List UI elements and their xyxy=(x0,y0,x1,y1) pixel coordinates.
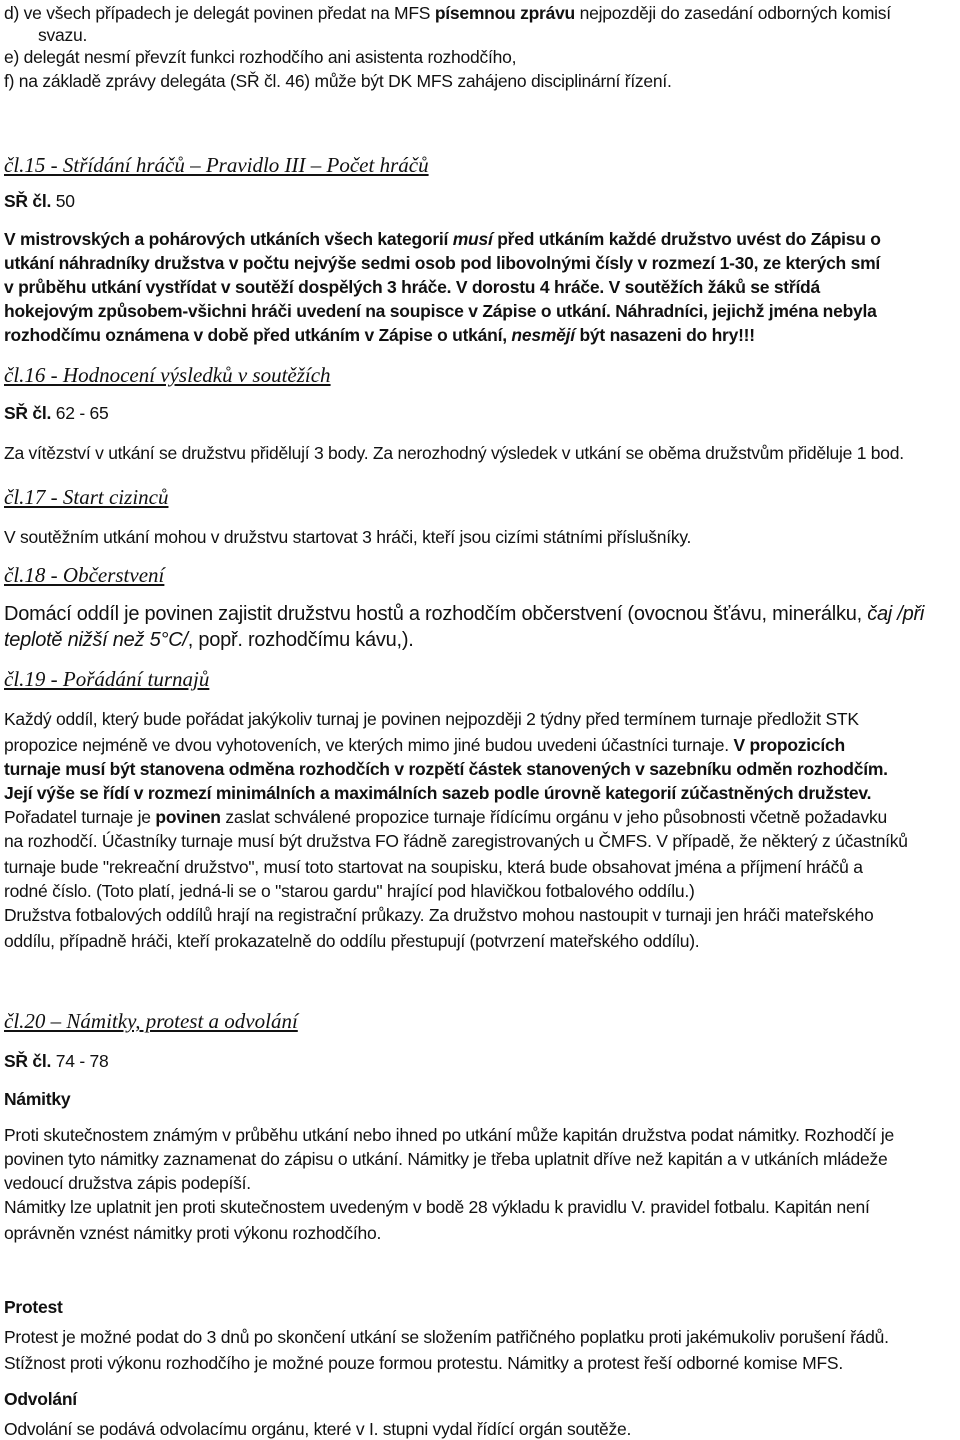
text-span: hokejovým způsobem-všichni hráči uvedení na soupisce v Zápise o utkání. Náhradníci, jejichž jména nebyla xyxy=(4,301,877,321)
text-span: Námitky lze uplatnit jen proti skutečnostem uvedeným v bodě 28 výkladu k pravidlu V. pravidel fotbalu. Kapitán není xyxy=(4,1197,870,1217)
text-span: svazu. xyxy=(38,25,88,45)
text-span: Stížnost proti výkonu rozhodčího je možné pouze formou protestu. Námitky a protest řeší odborné komise MFS. xyxy=(4,1353,843,1373)
text-span: Námitky xyxy=(4,1089,71,1109)
heading-text: čl.15 - Střídání hráčů – Pravidlo III – Počet hráčů xyxy=(4,153,429,177)
text-line xyxy=(4,880,695,902)
text-span: musí xyxy=(452,229,493,249)
text-span: Každý oddíl, který bude pořádat jakýkoliv turnaj je povinen nejpozději 2 týdny před termínem turnaje předložit STK xyxy=(4,709,859,729)
text-span: Protest xyxy=(4,1297,63,1317)
text-span: f) na základě zprávy delegáta (SŘ čl. 46) může být DK MFS zahájeno disciplinární řízení. xyxy=(4,71,672,91)
text-line xyxy=(4,1352,843,1374)
text-span: rodné číslo. (Toto platí, jedná-li se o "starou gardu" hrající pod hlavičkou fotbalového oddílu.) xyxy=(4,881,695,901)
text-span: 62 - 65 xyxy=(51,403,109,423)
text-line xyxy=(4,856,863,878)
text-span: turnaje bude "rekreační družstvo", musí toto startovat na soupisku, která bude obsahovat jména a příjmení hráčů a xyxy=(4,857,863,877)
text-line xyxy=(4,1050,109,1072)
text-span: Družstva fotbalových oddílů hrají na registrační průkazy. Za družstvo mohou nastoupit v turnaji jen hráči mateřského xyxy=(4,905,874,925)
text-line xyxy=(4,734,845,756)
text-span: Proti skutečnostem známým v průběhu utkání nebo ihned po utkání může kapitán družstva podat námitky. Rozhodčí je xyxy=(4,1125,894,1145)
text-span: oddílu, případně hráči, kteří prokazatelně do oddílu přestupují (potvrzení mateřského oddílu). xyxy=(4,931,700,951)
text-span: 74 - 78 xyxy=(51,1051,109,1071)
text-span: nejpozději do zasedání odborných komisí xyxy=(575,3,891,23)
text-span: povinen tyto námitky zaznamenat do zápisu o utkání. Námitky je třeba uplatnit dříve než kapitán a v utkáních mládeže xyxy=(4,1149,888,1169)
text-line xyxy=(4,1296,63,1318)
text-line xyxy=(4,708,859,730)
text-span: turnaje musí být stanovena odměna rozhodčích v rozpětí částek stanovených v sazebníku odměn rozhodčím. xyxy=(4,759,888,779)
text-line xyxy=(4,228,881,250)
section-heading xyxy=(4,364,331,387)
heading-text: čl.19 - Pořádání turnajů xyxy=(4,667,210,691)
text-line xyxy=(4,402,109,424)
section-heading xyxy=(4,564,164,587)
text-span: nesmějí xyxy=(511,325,575,345)
text-span: V soutěžním utkání mohou v družstvu startovat 3 hráči, kteří jsou cizími státními příslušníky. xyxy=(4,527,692,547)
heading-text: čl.16 - Hodnocení výsledků v soutěžích xyxy=(4,363,331,387)
text-line xyxy=(4,930,699,952)
text-line xyxy=(4,1088,70,1110)
text-line xyxy=(38,24,87,46)
text-span: propozice nejméně ve dvou vyhotoveních, ve kterých mimo jiné budou uvedeni účastníci turnaje. xyxy=(4,735,734,755)
text-span: , popř. rozhodčímu kávu,). xyxy=(187,629,414,651)
text-line xyxy=(4,1196,870,1218)
text-line xyxy=(4,602,924,627)
text-line xyxy=(4,2,891,24)
text-span: čaj /při xyxy=(867,603,925,625)
text-line xyxy=(4,628,414,653)
text-line xyxy=(4,806,887,828)
text-line xyxy=(4,1326,889,1348)
text-span: v průběhu utkání vystřídat v soutěží dospělých 3 hráče. V dorostu 4 hráče. V soutěžích žáků se střídá xyxy=(4,277,820,297)
text-line xyxy=(4,758,888,780)
text-span: d) ve všech případech je delegát povinen předat na MFS xyxy=(4,3,435,23)
text-span: písemnou zprávu xyxy=(434,3,575,23)
text-span: Za vítězství v utkání se družstvu přidělují 3 body. Za nerozhodný výsledek v utkání se oběma družstvům přiděluje 1 bod. xyxy=(4,443,904,463)
section-heading xyxy=(4,1010,298,1033)
text-span: Domácí oddíl je povinen zajistit družstvu hostů a rozhodčím občerstvení (ovocnou šťávu, minerálku, xyxy=(4,603,868,625)
text-line xyxy=(4,442,904,464)
text-span: utkání náhradníky družstva v počtu nejvýše sedmi osob pod libovolnými čísly v rozmezí 1-30, ze kterých smí xyxy=(4,253,881,273)
text-line xyxy=(4,1172,251,1194)
heading-text: čl.17 - Start cizinců xyxy=(4,485,169,509)
heading-text: čl.20 – Námitky, protest a odvolání xyxy=(4,1009,298,1033)
text-line xyxy=(4,324,755,346)
text-span: povinen xyxy=(155,807,221,827)
text-line xyxy=(4,782,871,804)
text-line xyxy=(4,1388,77,1410)
text-line xyxy=(4,46,516,68)
text-span: V propozicích xyxy=(733,735,845,755)
text-span: V mistrovských a pohárových utkáních všech kategorií xyxy=(4,229,453,249)
text-span: 50 xyxy=(51,191,75,211)
text-span: zaslat schválené propozice turnaje řídícímu orgánu v jeho působnosti včetně požadavku xyxy=(220,807,888,827)
text-span: před utkáním každé družstvo uvést do Zápisu o xyxy=(492,229,881,249)
text-line xyxy=(4,1418,631,1440)
text-span: Její výše se řídí v rozmezí minimálních a maximálních sazeb podle úrovně kategorií zúčastněných družstev. xyxy=(4,783,872,803)
text-line xyxy=(4,300,877,322)
text-span: Pořadatel turnaje je xyxy=(4,807,156,827)
text-line xyxy=(4,190,75,212)
text-span: oprávněn vznést námitky proti výkonu rozhodčího. xyxy=(4,1223,382,1243)
text-line xyxy=(4,252,880,274)
text-line xyxy=(4,1222,381,1244)
text-span: SŘ čl. xyxy=(4,1051,52,1071)
text-span: SŘ čl. xyxy=(4,191,52,211)
text-line xyxy=(4,70,672,92)
text-line xyxy=(4,276,820,298)
text-line xyxy=(4,526,691,548)
text-line xyxy=(4,904,873,926)
section-heading xyxy=(4,486,168,509)
section-heading xyxy=(4,154,429,177)
text-span: být nasazeni do hry!!! xyxy=(574,325,755,345)
text-span: e) delegát nesmí převzít funkci rozhodčího ani asistenta rozhodčího, xyxy=(4,47,517,67)
text-span: na rozhodčí. Účastníky turnaje musí být družstva FO řádně zaregistrovaných u ČMFS. V případě, že některý z účastníků xyxy=(4,831,908,851)
text-span: SŘ čl. xyxy=(4,403,52,423)
text-span: vedoucí družstva zápis podepíší. xyxy=(4,1173,251,1193)
text-line xyxy=(4,1124,894,1146)
heading-text: čl.18 - Občerstvení xyxy=(4,563,165,587)
text-span: Protest je možné podat do 3 dnů po skončení utkání se složením patřičného poplatku proti jakémukoliv porušení řádů. xyxy=(4,1327,889,1347)
section-heading xyxy=(4,668,209,691)
text-span: Odvolání xyxy=(4,1389,77,1409)
text-line xyxy=(4,1148,887,1170)
text-span: Odvolání se podává odvolacímu orgánu, které v I. stupni vydal řídící orgán soutěže. xyxy=(4,1419,632,1439)
text-span: rozhodčímu oznámena v době před utkáním v Zápise o utkání, xyxy=(4,325,512,345)
text-line xyxy=(4,830,908,852)
text-span: teplotě nižší než 5°C/ xyxy=(4,629,188,651)
